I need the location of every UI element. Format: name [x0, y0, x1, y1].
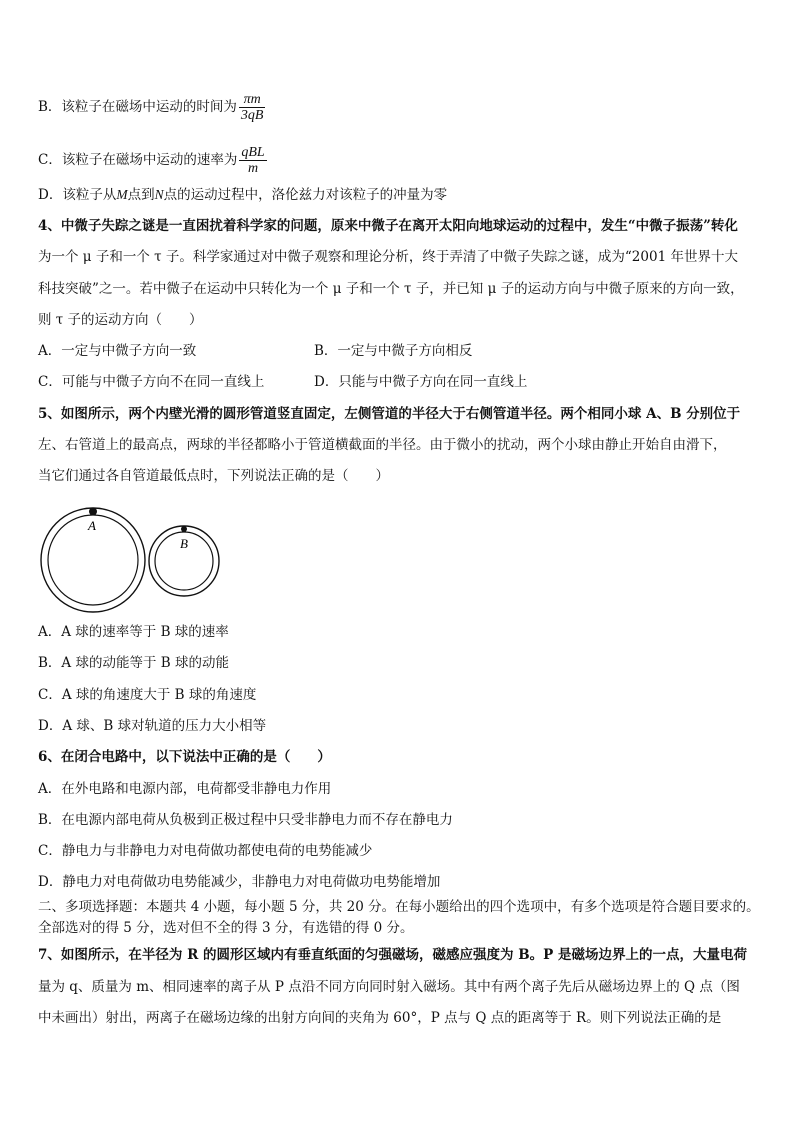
q5-stem-line-3: 当它们通过各自管道最低点时，下列说法正确的是（ ）: [38, 468, 389, 484]
q4-option-a: A．一定与中微子方向一致: [38, 343, 197, 359]
fraction-denominator: m: [247, 161, 259, 176]
q6-option-a: A．在外电路和电源内部，电荷都受非静电力作用: [38, 781, 332, 797]
q7-stem-line-3: 中未画出）射出，两离子在磁场边缘的出射方向间的夹角为 60°，P 点与 Q 点的距离等于 R。则下列说法正确的是: [38, 1010, 722, 1026]
q3-option-b-text: B．该粒子在磁场中运动的时间为: [38, 99, 237, 115]
q4-stem-line-3: 科技突破”之一。若中微子在运动中只转化为一个 μ 子和一个 τ 子，并已知 μ 子的运动方向与中微子原来的方向一致，: [38, 281, 744, 297]
q5-stem-line-1: 5、如图所示，两个内壁光滑的圆形管道竖直固定，左侧管道的半径大于右侧管道半径。两个相同小球 A、B 分别位于: [38, 406, 741, 422]
q3-option-b: [38, 92, 265, 123]
ball-a: [89, 508, 97, 516]
q3-option-c-text: C．该粒子在磁场中运动的速率为: [38, 152, 238, 168]
q4-option-d: D．只能与中微子方向在同一直线上: [314, 374, 528, 390]
point-n: N: [154, 187, 164, 202]
q3-option-d-pre: D．该粒子从: [38, 187, 117, 203]
left-tube: [41, 508, 145, 613]
q7-stem-line-2: 量为 q、质量为 m、相同速率的离子从 P 点沿不同方向同时射入磁场。其中有两个离子先后从磁场边界上的 Q 点（图: [38, 979, 740, 995]
q4-stem-line-2: 为一个 μ 子和一个 τ 子。科学家通过对中微子观察和理论分析，终于弄清了中微子失踪之谜，成为“2001 年世界十大: [38, 249, 738, 265]
q4-stem-line-1: 4、中微子失踪之谜是一直困扰着科学家的问题，原来中微子在离开太阳向地球运动的过程中，发生“中微子振荡”转化: [38, 218, 738, 234]
section-2-heading-line-1: 二、多项选择题：本题共 4 小题，每小题 5 分，共 20 分。在每小题给出的四个选项中，有多个选项是符合题目要求的。: [38, 899, 760, 915]
q5-option-b: B．A 球的动能等于 B 球的动能: [38, 655, 229, 671]
ball-b: [181, 526, 187, 532]
q3-option-d: [38, 186, 447, 204]
right-tube: [149, 526, 219, 596]
q4-option-c: C．可能与中微子方向不在同一直线上: [38, 374, 265, 390]
q3-option-c: [38, 145, 267, 176]
q3-option-d-mid: 点到: [127, 187, 155, 203]
q7-stem-line-1: 7、如图所示，在半径为 R 的圆形区域内有垂直纸面的匀强磁场，磁感应强度为 B。P 是磁场边界上的一点，大量电荷: [38, 947, 747, 963]
fraction-denominator: 3qB: [240, 108, 264, 123]
q5-figure-tubes: [34, 504, 224, 614]
q6-option-d: D．静电力对电荷做功电势能减少，非静电力对电荷做功电势能增加: [38, 874, 441, 890]
q4-stem-line-4: 则 τ 子的运动方向（ ）: [38, 312, 203, 328]
q5-option-c: C．A 球的角速度大于 B 球的角速度: [38, 687, 257, 703]
q6-option-b: B．在电源内部电荷从负极到正极过程中只受非静电力而不存在静电力: [38, 812, 453, 828]
q6-option-c: C．静电力与非静电力对电荷做功都使电荷的电势能减少: [38, 843, 373, 859]
q6-stem: 6、在闭合电路中，以下说法中正确的是（ ）: [38, 749, 331, 765]
q3-option-c-fraction: [239, 145, 266, 176]
q5-option-a: A．A 球的速率等于 B 球的速率: [38, 624, 229, 640]
q3-option-d-post: 点的运动过程中，洛伦兹力对该粒子的冲量为零: [163, 187, 448, 203]
ball-a-label: A: [88, 518, 96, 533]
fraction-numerator: qBL: [241, 145, 265, 160]
q5-stem-line-2: 左、右管道上的最高点，两球的半径都略小于管道横截面的半径。由于微小的扰动，两个小球由静止开始自由滑下，: [38, 437, 727, 453]
section-2-heading-line-2: 全部选对的得 5 分，选对但不全的得 3 分，有选错的得 0 分。: [38, 920, 414, 936]
point-m: M: [116, 187, 128, 202]
q5-option-d: D．A 球、B 球对轨道的压力大小相等: [38, 718, 267, 734]
q4-option-b: B．一定与中微子方向相反: [314, 343, 473, 359]
fraction-numerator: πm: [239, 92, 266, 108]
ball-b-label: B: [180, 536, 188, 551]
q3-option-b-fraction: [239, 92, 266, 123]
